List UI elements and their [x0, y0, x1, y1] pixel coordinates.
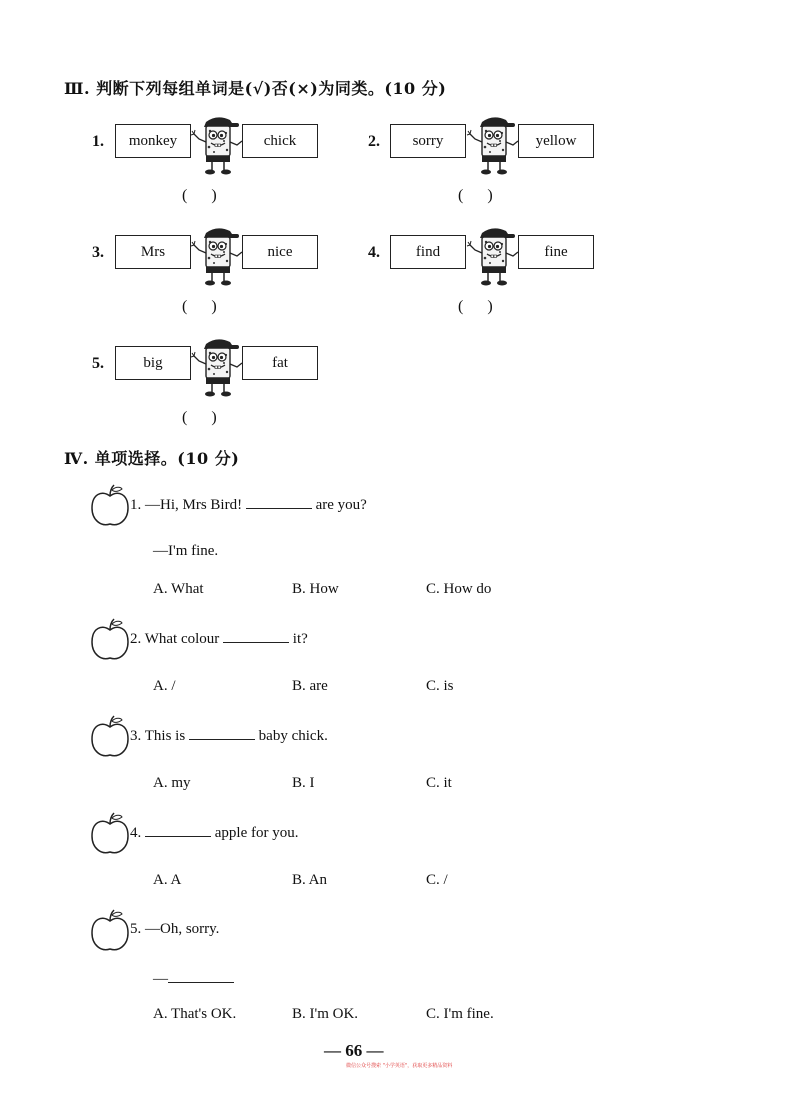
- footer-note: 微信公众号搜索 "小学英语"，获取更多精品资料: [346, 1063, 453, 1069]
- question-1: [130, 496, 367, 514]
- answer-blank[interactable]: [246, 496, 312, 509]
- option-a[interactable]: A. That's OK.: [153, 1006, 237, 1022]
- word-box-left: big: [115, 346, 191, 380]
- question-reply: —I'm fine.: [153, 543, 219, 559]
- question-text: This is: [144, 728, 186, 744]
- question-reply: [153, 970, 234, 988]
- word-box-right: fine: [518, 235, 594, 269]
- item-number: 4.: [368, 244, 380, 261]
- question-text-after: are you?: [315, 497, 367, 513]
- sponge-mascot-icon: [466, 225, 520, 287]
- option-c[interactable]: C. is: [426, 678, 454, 694]
- question-5: [130, 921, 219, 938]
- section-3-heading: Ⅲ. 判断下列每组单词是(√)否(×)为同类。(10 分): [64, 79, 447, 98]
- question-text: —Hi, Mrs Bird!: [145, 497, 243, 513]
- option-b[interactable]: B. I'm OK.: [292, 1006, 359, 1022]
- answer-parentheses[interactable]: ( ): [182, 187, 217, 204]
- word-box-left: sorry: [390, 124, 466, 158]
- sponge-mascot-icon: [190, 114, 244, 176]
- word-box-right: chick: [242, 124, 318, 158]
- answer-parentheses[interactable]: ( ): [182, 409, 217, 426]
- answer-parentheses[interactable]: ( ): [458, 187, 493, 204]
- item-number: 2.: [368, 133, 380, 150]
- sponge-mascot-icon: [466, 114, 520, 176]
- word-box-right: yellow: [518, 124, 594, 158]
- option-a[interactable]: A. my: [153, 775, 191, 791]
- option-b[interactable]: B. How: [292, 581, 339, 597]
- apple-icon: [90, 484, 130, 528]
- question-3: [130, 727, 328, 745]
- question-number: 2.: [130, 631, 142, 647]
- question-4: [130, 824, 298, 842]
- answer-blank[interactable]: [189, 727, 255, 740]
- option-a[interactable]: A. /: [153, 678, 176, 694]
- option-c[interactable]: C. it: [426, 775, 452, 791]
- answer-parentheses[interactable]: ( ): [458, 298, 493, 315]
- sponge-mascot-icon: [190, 336, 244, 398]
- question-text-after: it?: [292, 631, 308, 647]
- option-a[interactable]: A. A: [153, 872, 182, 888]
- apple-icon: [90, 715, 130, 759]
- item-number: 5.: [92, 355, 104, 372]
- option-b[interactable]: B. are: [292, 678, 328, 694]
- apple-icon: [90, 909, 130, 953]
- question-number: 3.: [130, 728, 142, 744]
- answer-parentheses[interactable]: ( ): [182, 298, 217, 315]
- option-a[interactable]: A. What: [153, 581, 204, 597]
- answer-blank[interactable]: [168, 970, 234, 983]
- word-box-right: nice: [242, 235, 318, 269]
- question-2: [130, 630, 308, 648]
- apple-icon: [90, 812, 130, 856]
- question-text-after: baby chick.: [258, 728, 328, 744]
- question-number: 4.: [130, 825, 142, 841]
- option-c[interactable]: C. I'm fine.: [426, 1006, 494, 1022]
- question-text: What colour: [144, 631, 220, 647]
- option-c[interactable]: C. How do: [426, 581, 492, 597]
- word-box-left: find: [390, 235, 466, 269]
- word-box-left: Mrs: [115, 235, 191, 269]
- word-box-right: fat: [242, 346, 318, 380]
- answer-blank[interactable]: [223, 630, 289, 643]
- answer-blank[interactable]: [145, 824, 211, 837]
- sponge-mascot-icon: [190, 225, 244, 287]
- item-number: 1.: [92, 133, 104, 150]
- question-text: —Oh, sorry.: [145, 921, 220, 937]
- apple-icon: [90, 618, 130, 662]
- item-number: 3.: [92, 244, 104, 261]
- section-4-heading: Ⅳ. 单项选择。(10 分): [64, 449, 240, 468]
- question-text-after: apple for you.: [214, 825, 299, 841]
- option-b[interactable]: B. I: [292, 775, 315, 791]
- page-number: — 66 —: [324, 1041, 384, 1060]
- question-number: 5.: [130, 921, 142, 937]
- reply-dash: —: [153, 971, 168, 987]
- option-c[interactable]: C. /: [426, 872, 448, 888]
- option-b[interactable]: B. An: [292, 872, 328, 888]
- word-box-left: monkey: [115, 124, 191, 158]
- question-number: 1.: [130, 497, 142, 513]
